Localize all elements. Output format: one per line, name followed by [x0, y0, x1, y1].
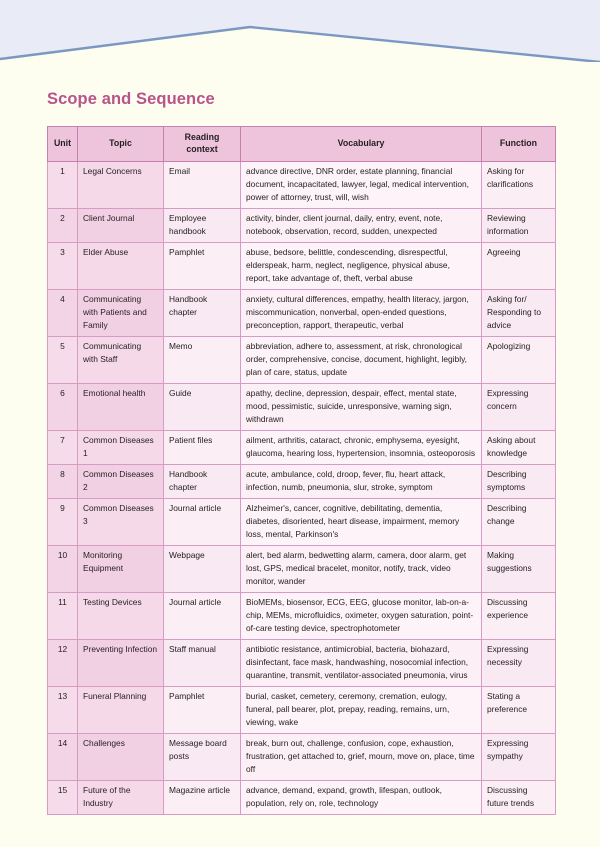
cell-vocabulary: anxiety, cultural differences, empathy, health literacy, jargon, miscommunication, nonverbal, open-ended questions, preconception, rapport, therapeutic, verbal [241, 289, 482, 336]
cell-unit: 7 [48, 431, 78, 465]
cell-vocabulary: break, burn out, challenge, confusion, cope, exhaustion, frustration, get attached to, grief, mourn, move on, place, time off [241, 734, 482, 781]
cell-unit: 12 [48, 640, 78, 687]
cell-reading-context: Pamphlet [164, 242, 241, 289]
table-body [48, 161, 556, 815]
column-header-reading: Reading context [164, 127, 241, 162]
cell-vocabulary: alert, bed alarm, bedwetting alarm, camera, door alarm, get lost, GPS, medical bracelet, monitor, notify, track, video monitor, wander [241, 546, 482, 593]
cell-function: Expressing necessity [482, 640, 556, 687]
cell-vocabulary: Alzheimer's, cancer, cognitive, debilitating, dementia, diabetes, disoriented, heart disease, impairment, memory loss, mental, Parkinson's [241, 499, 482, 546]
cell-function: Describing symptoms [482, 465, 556, 499]
cell-reading-context: Magazine article [164, 781, 241, 815]
cell-vocabulary: BioMEMs, biosensor, ECG, EEG, glucose monitor, lab-on-a-chip, MEMs, microfluidics, oximeter, oxygen saturation, point-of-care testing device, spectrophotometer [241, 593, 482, 640]
cell-reading-context: Message board posts [164, 734, 241, 781]
cell-reading-context: Journal article [164, 499, 241, 546]
cell-function: Agreeing [482, 242, 556, 289]
table-row [48, 593, 556, 640]
page-title: Scope and Sequence [47, 90, 215, 108]
cell-reading-context: Staff manual [164, 640, 241, 687]
cell-reading-context: Patient files [164, 431, 241, 465]
table-row [48, 734, 556, 781]
table-row [48, 465, 556, 499]
table-row [48, 242, 556, 289]
cell-topic: Common Diseases 2 [78, 465, 164, 499]
cell-function: Apologizing [482, 336, 556, 383]
cell-function: Stating a preference [482, 687, 556, 734]
table-row [48, 499, 556, 546]
table-row [48, 546, 556, 593]
cell-topic: Preventing Infection [78, 640, 164, 687]
cell-function: Discussing future trends [482, 781, 556, 815]
cell-reading-context: Journal article [164, 593, 241, 640]
cell-unit: 3 [48, 242, 78, 289]
cell-topic: Legal Concerns [78, 161, 164, 208]
table-header-row [48, 127, 556, 162]
cell-reading-context: Handbook chapter [164, 289, 241, 336]
cell-unit: 14 [48, 734, 78, 781]
cell-unit: 11 [48, 593, 78, 640]
cell-function: Reviewing information [482, 208, 556, 242]
cell-function: Expressing sympathy [482, 734, 556, 781]
cell-vocabulary: acute, ambulance, cold, droop, fever, flu, heart attack, infection, numb, pneumonia, slur, stroke, symptom [241, 465, 482, 499]
table-row [48, 383, 556, 430]
cell-vocabulary: ailment, arthritis, cataract, chronic, emphysema, eyesight, glaucoma, hearing loss, hypertension, insomnia, osteoporosis [241, 431, 482, 465]
cell-function: Asking for/ Responding to advice [482, 289, 556, 336]
table-row [48, 289, 556, 336]
cell-topic: Common Diseases 3 [78, 499, 164, 546]
cell-topic: Testing Devices [78, 593, 164, 640]
table-row [48, 161, 556, 208]
cell-function: Asking for clarifications [482, 161, 556, 208]
cell-vocabulary: antibiotic resistance, antimicrobial, bacteria, biohazard, disinfectant, face mask, handwashing, nosocomial infection, quarantine, transmit, ventilator-associated pneumonia, virus [241, 640, 482, 687]
cell-unit: 6 [48, 383, 78, 430]
cell-topic: Funeral Planning [78, 687, 164, 734]
cell-reading-context: Pamphlet [164, 687, 241, 734]
cell-unit: 9 [48, 499, 78, 546]
cell-topic: Monitoring Equipment [78, 546, 164, 593]
cell-vocabulary: activity, binder, client journal, daily, entry, event, note, notebook, observation, record, sudden, unexpected [241, 208, 482, 242]
cell-unit: 15 [48, 781, 78, 815]
column-header-function: Function [482, 127, 556, 162]
cell-reading-context: Memo [164, 336, 241, 383]
decorative-top-banner [0, 0, 600, 70]
cell-unit: 10 [48, 546, 78, 593]
cell-vocabulary: advance directive, DNR order, estate planning, financial document, incapacitated, lawyer, legal, medical intervention, power of attorney, trust, will, wish [241, 161, 482, 208]
page-body [0, 62, 600, 847]
cell-function: Describing change [482, 499, 556, 546]
cell-vocabulary: burial, casket, cemetery, ceremony, cremation, eulogy, funeral, pall bearer, plot, prepay, reading, remains, urn, viewing, wake [241, 687, 482, 734]
cell-topic: Future of the Industry [78, 781, 164, 815]
scope-and-sequence-table-wrapper [47, 126, 555, 815]
cell-reading-context: Webpage [164, 546, 241, 593]
cell-topic: Common Diseases 1 [78, 431, 164, 465]
cell-vocabulary: apathy, decline, depression, despair, effect, mental state, mood, pessimistic, suicide, unresponsive, warning sign, withdrawn [241, 383, 482, 430]
column-header-topic: Topic [78, 127, 164, 162]
cell-reading-context: Employee handbook [164, 208, 241, 242]
column-header-unit: Unit [48, 127, 78, 162]
cell-unit: 13 [48, 687, 78, 734]
column-header-vocabulary: Vocabulary [241, 127, 482, 162]
cell-topic: Communicating with Patients and Family [78, 289, 164, 336]
cell-vocabulary: abbreviation, adhere to, assessment, at risk, chronological order, comprehensive, concise, document, highlight, legibly, plan of care, status, update [241, 336, 482, 383]
table-row [48, 781, 556, 815]
table-row [48, 640, 556, 687]
cell-function: Expressing concern [482, 383, 556, 430]
cell-unit: 5 [48, 336, 78, 383]
cell-topic: Challenges [78, 734, 164, 781]
cell-topic: Elder Abuse [78, 242, 164, 289]
cell-function: Making suggestions [482, 546, 556, 593]
table-row [48, 687, 556, 734]
cell-function: Discussing experience [482, 593, 556, 640]
cell-reading-context: Guide [164, 383, 241, 430]
cell-topic: Emotional health [78, 383, 164, 430]
cell-unit: 4 [48, 289, 78, 336]
cell-function: Asking about knowledge [482, 431, 556, 465]
cell-reading-context: Email [164, 161, 241, 208]
table-row [48, 336, 556, 383]
cell-vocabulary: abuse, bedsore, belittle, condescending, disrespectful, elderspeak, harm, neglect, negligence, physical abuse, report, take advantage of, theft, verbal abuse [241, 242, 482, 289]
table-row [48, 431, 556, 465]
cell-vocabulary: advance, demand, expand, growth, lifespan, outlook, population, rely on, role, technology [241, 781, 482, 815]
cell-topic: Client Journal [78, 208, 164, 242]
cell-unit: 8 [48, 465, 78, 499]
cell-unit: 1 [48, 161, 78, 208]
cell-reading-context: Handbook chapter [164, 465, 241, 499]
table-row [48, 208, 556, 242]
cell-topic: Communicating with Staff [78, 336, 164, 383]
scope-and-sequence-table [47, 126, 556, 815]
cell-unit: 2 [48, 208, 78, 242]
